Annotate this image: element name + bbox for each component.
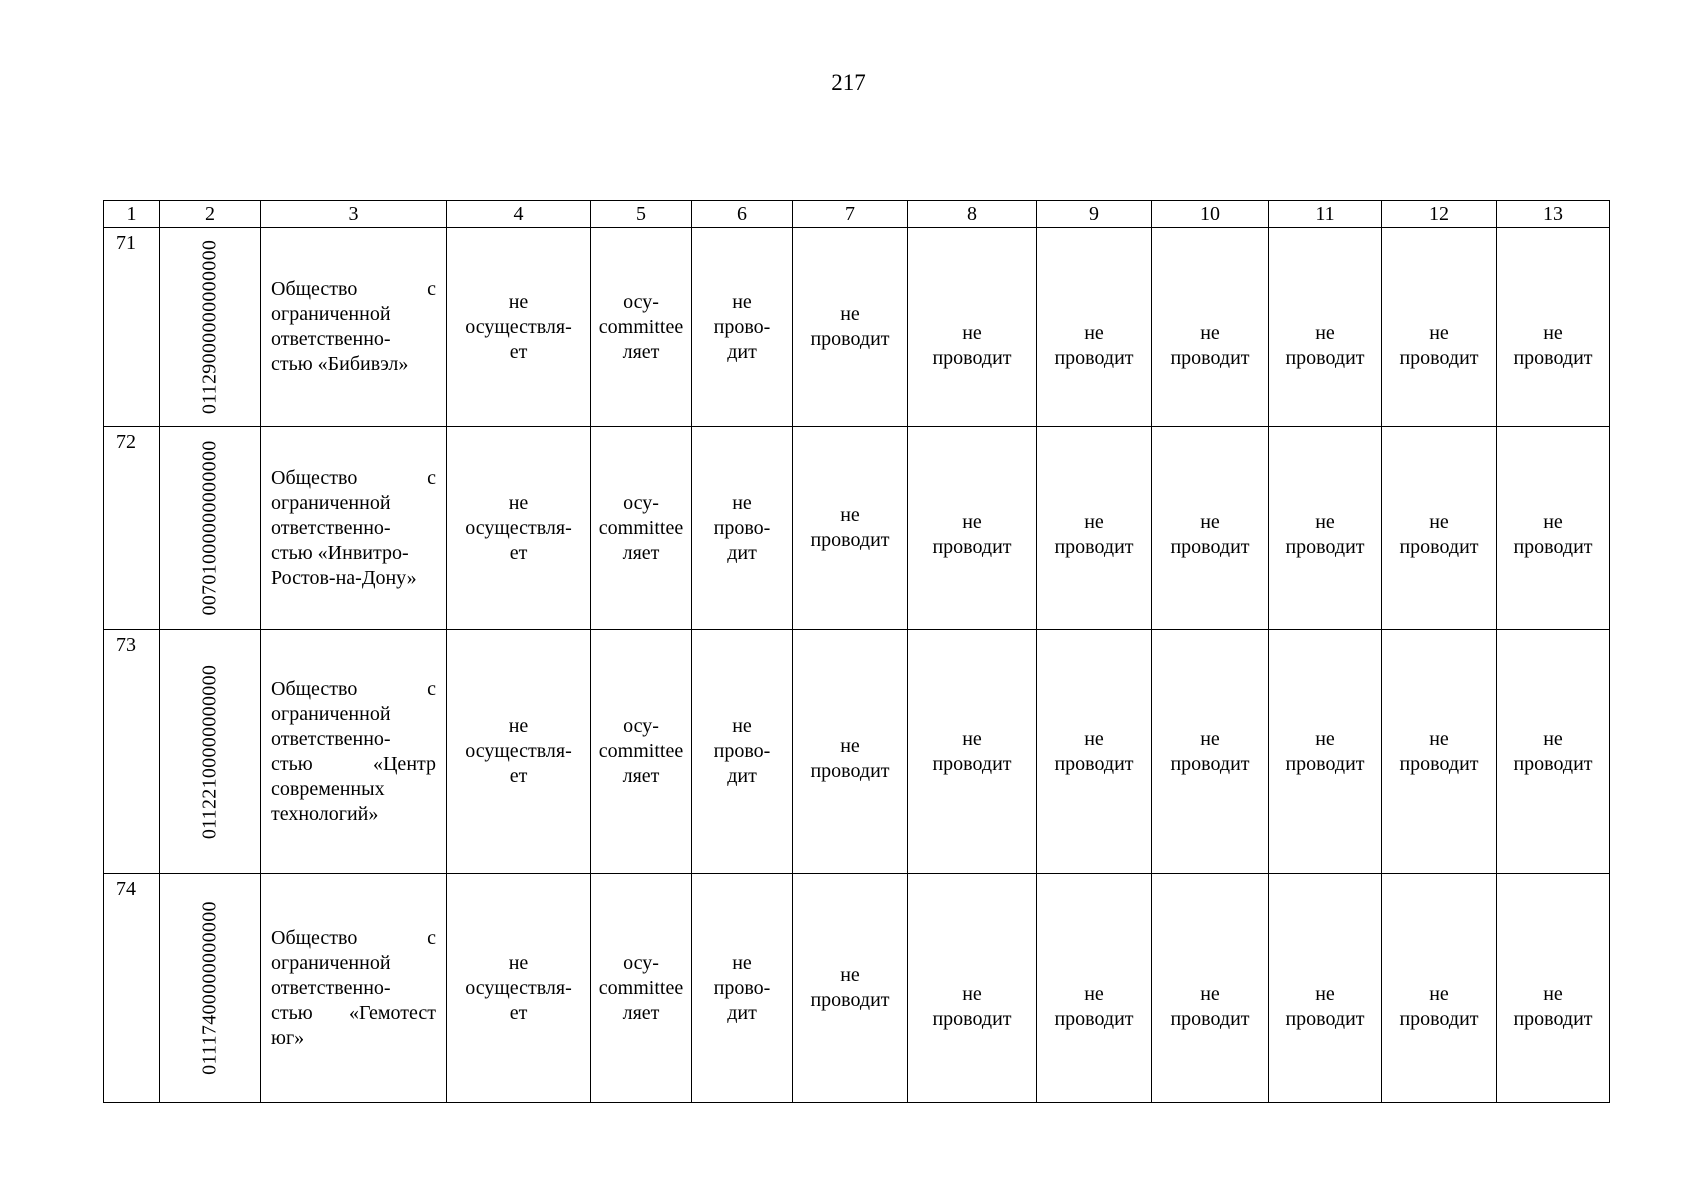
status-cell [1269,874,1382,1103]
status-line: проводит [1285,347,1365,369]
status-line: осуществля- [465,740,572,762]
organization-name-line: ответственно- [271,976,391,999]
registry-code: 01122100000000000 [198,664,221,839]
status-cell [1152,874,1269,1103]
status-line: проводит [1285,536,1365,558]
status-cell [692,228,793,427]
status-line: committee [598,740,684,762]
status-cell [1497,427,1610,630]
status-line: не [962,322,982,344]
status-line: не [962,983,982,1005]
status-cell [447,874,591,1103]
status-cell [793,427,908,630]
row-number: 73 [104,630,160,874]
status-line: проводит [932,347,1012,369]
status-line: дит [727,1001,757,1024]
table-row [104,630,1610,874]
status-line: проводит [932,1008,1012,1030]
status-line: проводит [1054,1008,1134,1030]
status-line: не [1543,322,1563,344]
status-line: committee [598,976,684,999]
header-cell: 10 [1152,201,1269,228]
status-line: не [1429,983,1449,1005]
registry-code-cell [160,427,261,630]
status-cell [1152,427,1269,630]
status-line: проводит [1054,752,1134,775]
registry-code: 00701000000000000 [198,440,221,616]
registry-code-cell [160,630,261,874]
header-cell: 1 [104,201,160,228]
status-line: проводит [1285,1008,1365,1030]
registry-code-cell [160,874,261,1103]
status-cell [1382,874,1497,1103]
status-cell [1037,874,1152,1103]
status-line: ляет [622,340,660,363]
status-cell [591,427,692,630]
row-number: 74 [104,874,160,1103]
status-line: не [1429,511,1449,533]
status-line: осу- [623,290,659,313]
status-cell [591,630,692,874]
status-cell [447,427,591,630]
header-cell: 4 [447,201,591,228]
status-line: не [1315,511,1335,533]
status-line: проводит [1513,347,1593,369]
status-line: ляет [622,1001,660,1024]
status-line: проводит [1399,1008,1479,1030]
status-line: не [1084,511,1104,533]
status-line: committee [598,315,684,338]
organization-name [261,874,447,1103]
status-line: прово- [713,315,771,338]
status-line: прово- [713,976,771,999]
status-line: проводит [1054,347,1134,369]
header-cell: 5 [591,201,692,228]
status-line: прово- [713,516,771,539]
status-line: не [1543,511,1563,533]
header-cell: 9 [1037,201,1152,228]
table-row [104,427,1610,630]
organization-name [261,427,447,630]
status-line: не [1200,727,1220,750]
status-cell [692,874,793,1103]
status-cell [447,228,591,427]
status-cell [1497,874,1610,1103]
status-line: проводит [1399,752,1479,775]
status-line: не [962,727,982,750]
status-cell [793,630,908,874]
header-cell: 2 [160,201,261,228]
organization-name [261,228,447,427]
status-cell [908,228,1037,427]
status-line: проводит [1399,347,1479,369]
status-line: не [840,734,860,757]
status-line: не [1543,727,1563,750]
row-number: 72 [104,427,160,630]
status-line: проводит [1513,536,1593,558]
status-cell [692,630,793,874]
status-line: не [508,951,529,974]
status-line: проводит [1513,1008,1593,1030]
status-line: дит [727,541,757,564]
organization-name-line: технологий» [271,802,379,825]
status-cell [1382,427,1497,630]
status-line: проводит [810,759,890,782]
status-line: проводит [1399,536,1479,558]
status-line: проводит [932,752,1012,775]
registry-code: 01117400000000000 [198,901,221,1075]
status-line: не [1200,322,1220,344]
status-line: проводит [810,328,890,350]
status-line: не [1543,983,1563,1005]
status-line: не [508,290,529,313]
organization-name-line: ограниченной [271,702,391,725]
status-line: не [732,290,752,313]
status-line: не [1200,511,1220,533]
page-number: 217 [831,70,866,95]
status-line: не [1200,983,1220,1005]
organization-name-line: современных [271,777,385,800]
header-cell: 11 [1269,201,1382,228]
status-line: не [840,303,860,325]
organization-name-line: Общество с [271,278,436,300]
organization-name-line: стью «Инвитро- [271,541,409,564]
organization-name-line: стью «Центр [271,752,436,775]
registry-code: 01129000000000000 [198,239,221,415]
status-line: осуществля- [465,976,572,999]
status-line: ляет [622,541,660,564]
status-cell [1037,427,1152,630]
status-line: не [508,715,529,737]
organization-name-line: юг» [271,1026,305,1049]
row-number: 71 [104,228,160,427]
organization-name [261,630,447,874]
organization-name-line: стью «Бибивэл» [271,353,409,375]
status-cell [1152,228,1269,427]
status-line: проводит [1170,536,1250,558]
status-cell [908,427,1037,630]
status-cell [1269,427,1382,630]
status-cell [793,228,908,427]
status-line: не [1315,983,1335,1005]
status-cell [1382,630,1497,874]
status-line: проводит [1513,752,1593,775]
organization-name-line: ограниченной [271,951,391,974]
status-line: проводит [810,989,890,1011]
status-line: дит [727,340,757,363]
status-cell [1037,630,1152,874]
status-line: не [1429,727,1449,750]
header-cell: 8 [908,201,1037,228]
organization-name-line: ответственно- [271,727,391,750]
organization-name-line: ответственно- [271,328,391,350]
organization-name-line: Общество с [271,926,436,949]
header-cell: 7 [793,201,908,228]
status-line: не [732,491,752,514]
header-cell: 13 [1497,201,1610,228]
status-line: не [1084,727,1104,750]
status-line: не [962,511,982,533]
organization-name-line: стью «Гемотест [271,1001,436,1024]
status-line: осуществля- [465,516,572,539]
status-cell [793,874,908,1103]
status-cell [1382,228,1497,427]
table-row [104,874,1610,1103]
organization-name-line: Ростов-на-Дону» [271,566,417,589]
status-line: осу- [623,715,659,737]
status-cell [591,228,692,427]
status-line: ет [509,340,528,363]
status-line: не [1084,322,1104,344]
status-line: не [732,715,752,737]
status-line: ет [509,1001,528,1024]
status-line: ляет [622,765,660,787]
status-line: дит [727,765,757,787]
data-table [103,200,1610,1103]
status-line: проводит [1170,1008,1250,1030]
status-cell [908,630,1037,874]
status-cell [1152,630,1269,874]
status-cell [1037,228,1152,427]
status-line: прово- [713,740,771,762]
table-row [104,228,1610,427]
status-line: проводит [810,529,890,551]
status-cell [591,874,692,1103]
status-line: проводит [932,536,1012,558]
status-cell [1269,228,1382,427]
status-line: не [840,964,860,986]
organization-name-line: Общество с [271,677,436,700]
status-line: не [1315,322,1335,344]
status-line: осу- [623,491,659,514]
registry-code-cell [160,228,261,427]
status-cell [908,874,1037,1103]
header-row [104,201,1610,228]
status-line: ет [509,541,528,564]
status-line: не [1084,983,1104,1005]
status-line: проводит [1170,752,1250,775]
header-cell: 12 [1382,201,1497,228]
organization-name-line: ответственно- [271,516,391,539]
organization-name-line: ограниченной [271,303,391,325]
status-cell [447,630,591,874]
status-line: проводит [1170,347,1250,369]
status-line: не [1315,727,1335,750]
status-line: не [508,491,529,514]
status-line: не [1429,322,1449,344]
status-cell [692,427,793,630]
header-cell: 6 [692,201,793,228]
status-line: проводит [1285,752,1365,775]
status-cell [1269,630,1382,874]
status-line: осуществля- [465,315,572,338]
organization-name-line: Общество с [271,466,436,489]
organization-name-line: ограниченной [271,491,391,514]
status-cell [1497,630,1610,874]
status-line: committee [598,516,684,539]
status-cell [1497,228,1610,427]
status-line: осу- [623,951,659,974]
status-line: ет [509,765,528,787]
status-line: не [732,951,752,974]
header-cell: 3 [261,201,447,228]
status-line: проводит [1054,536,1134,558]
status-line: не [840,504,860,526]
